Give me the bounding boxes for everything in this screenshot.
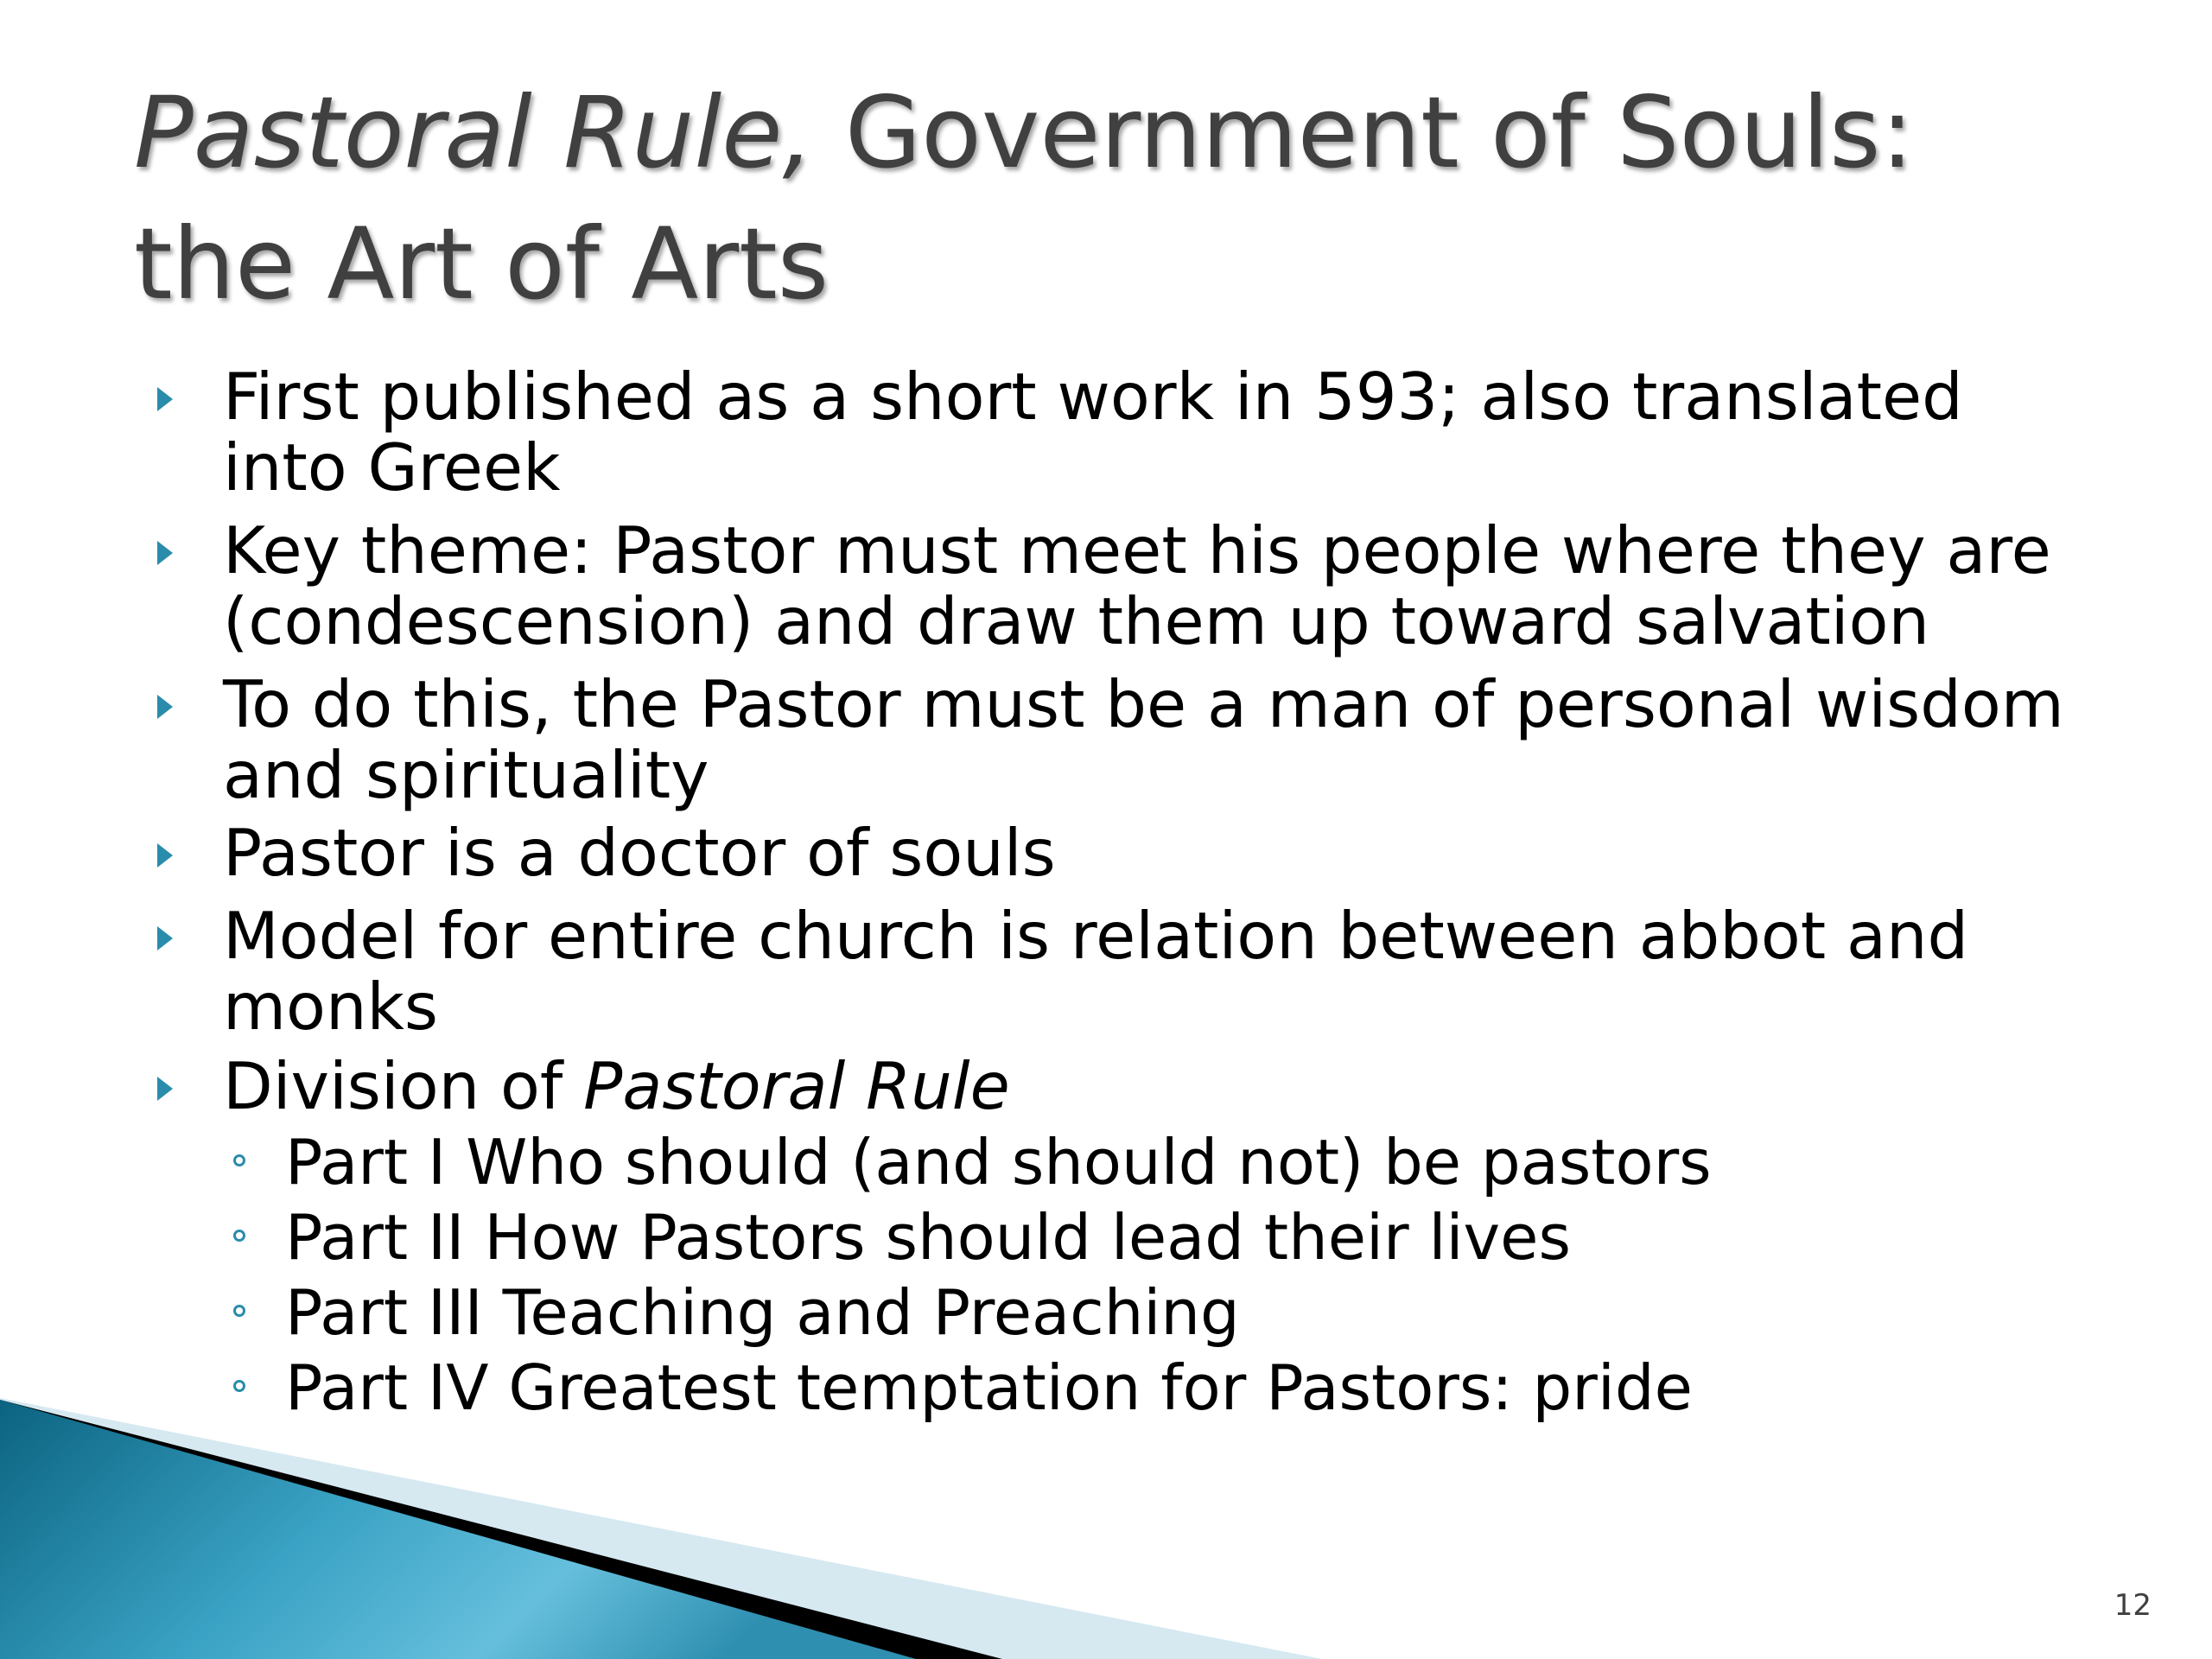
circle-bullet-icon [233,1230,245,1242]
triangle-bullet-icon [157,387,173,411]
sub-bullet-item [285,1351,2100,1425]
bullet-item [223,815,2089,891]
bullet-item [223,361,2089,503]
triangle-bullet-icon [157,843,173,868]
bullet-item [223,1048,2089,1124]
bullet-text: Model for entire church is relation between abbot and monks [223,898,1969,1045]
title-rest: Government of Souls: the Art of Arts [134,75,1914,321]
bullet-item [223,512,2089,659]
bullet-text: Division of [223,1048,584,1124]
bullet-text: First published as a short work in 593; also translated into Greek [223,359,1963,505]
bullet-item [223,666,2089,813]
sub-bullet-item [285,1200,2100,1274]
sub-bullet-text: Part IV Greatest temptation for Pastors: pride [285,1351,1693,1424]
circle-bullet-icon [233,1380,245,1392]
sub-bullet-text: Part I Who should (and should not) be pastors [285,1126,1712,1198]
page-number: 12 [2113,1588,2152,1623]
bullet-text: To do this, the Pastor must be a man of personal wisdom and spirituality [223,666,2064,813]
triangle-bullet-icon [157,926,173,950]
circle-bullet-icon [233,1154,245,1166]
bullet-text: Key theme: Pastor must meet his people where they are (condescension) and draw them up toward salvation [223,512,2051,659]
bullet-text-italic: Pastoral Rule [583,1048,1010,1124]
circle-bullet-icon [233,1305,245,1317]
title-italic: Pastoral Rule, [134,75,814,190]
sub-bullet-text: Part III Teaching and Preaching [285,1276,1240,1349]
triangle-bullet-icon [157,695,173,719]
triangle-bullet-icon [157,1077,173,1101]
sub-bullet-item [285,1275,2100,1350]
triangle-bullet-icon [157,541,173,565]
bullet-text: Pastor is a doctor of souls [223,815,1056,891]
bullet-item [223,898,2089,1045]
sub-bullet-text: Part II How Pastors should lead their lives [285,1201,1571,1274]
sub-bullet-item [285,1125,2100,1199]
